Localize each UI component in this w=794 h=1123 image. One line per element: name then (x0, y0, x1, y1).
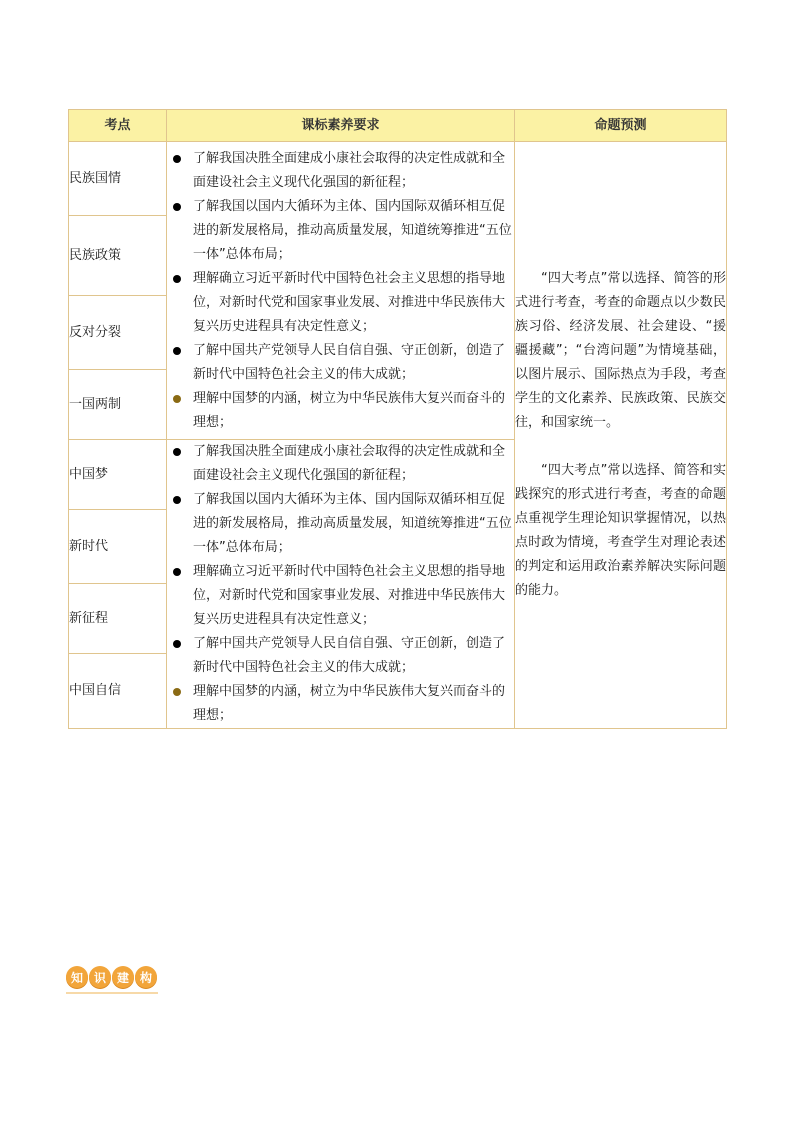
exam-points-table (68, 109, 727, 729)
topic-cell: 民族政策 (69, 216, 167, 296)
list-item: 理解中国梦的内涵，树立为中华民族伟大复兴而奋斗的理想； (167, 680, 514, 728)
badge-char: 构 (135, 966, 157, 988)
list-item: 理解确立习近平新时代中国特色社会主义思想的指导地位，对新时代党和国家事业发展、对推进中华民族伟大复兴历史进程具有决定性意义； (167, 267, 514, 339)
bullet-icon (173, 448, 181, 456)
bullet-icon (173, 496, 181, 504)
bullet-icon (173, 568, 181, 576)
list-item: 了解我国以国内大循环为主体、国内国际双循环相互促进的新发展格局，推动高质量发展，知道统筹推进“五位一体”总体布局； (167, 488, 514, 560)
list-item: 了解我国决胜全面建成小康社会取得的决定性成就和全面建设社会主义现代化强国的新征程； (167, 147, 514, 195)
prediction-cell (515, 142, 727, 729)
list-item: 了解我国决胜全面建成小康社会取得的决定性成就和全面建设社会主义现代化强国的新征程； (167, 440, 514, 488)
bullet-icon (173, 203, 181, 211)
badge-char: 建 (112, 966, 134, 988)
badge-underline (66, 992, 158, 994)
badge-char: 识 (89, 966, 111, 988)
topic-cell: 新征程 (69, 584, 167, 654)
topic-cell: 中国梦 (69, 440, 167, 510)
list-item: 了解我国以国内大循环为主体、国内国际双循环相互促进的新发展格局，推动高质量发展，知道统筹推进“五位一体”总体布局； (167, 195, 514, 267)
table-row (69, 142, 727, 216)
requirements-list (167, 440, 514, 728)
prediction-paragraph: “四大考点”常以选择、简答的形式进行考查，考查的命题点以少数民族习俗、经济发展、社会建设、“援疆援藏”；“台湾问题”为情境基础，以图片展示、国际热点为手段，考查学生的文化素养、民族政策、民族交往，和国家统一。 (515, 271, 726, 430)
topic-cell: 反对分裂 (69, 296, 167, 370)
topic-cell: 中国自信 (69, 654, 167, 729)
topic-cell: 民族国情 (69, 142, 167, 216)
table-header-row (69, 110, 727, 142)
bullet-icon (173, 395, 181, 403)
header-topic: 考点 (69, 110, 167, 142)
knowledge-structure-badge (66, 966, 157, 988)
bullet-icon (173, 275, 181, 283)
list-item: 理解中国梦的内涵，树立为中华民族伟大复兴而奋斗的理想； (167, 387, 514, 435)
topic-cell: 新时代 (69, 510, 167, 584)
header-prediction: 命题预测 (515, 110, 727, 142)
bullet-icon (173, 347, 181, 355)
prediction-paragraph: “四大考点”常以选择、简答和实践探究的形式进行考查，考查的命题点重视学生理论知识掌握情况，以热点时政为情境，考查学生对理论表述的判定和运用政治素养解决实际问题的能力。 (515, 463, 726, 598)
requirements-list (167, 147, 514, 435)
badge-char: 知 (66, 966, 88, 988)
requirements-cell-2 (167, 440, 515, 729)
list-item: 了解中国共产党领导人民自信自强、守正创新，创造了新时代中国特色社会主义的伟大成就； (167, 339, 514, 387)
bullet-icon (173, 640, 181, 648)
bullet-icon (173, 688, 181, 696)
list-item: 理解确立习近平新时代中国特色社会主义思想的指导地位，对新时代党和国家事业发展、对推进中华民族伟大复兴历史进程具有决定性意义； (167, 560, 514, 632)
requirements-cell-1 (167, 142, 515, 440)
header-requirements: 课标素养要求 (167, 110, 515, 142)
topic-cell: 一国两制 (69, 370, 167, 440)
bullet-icon (173, 155, 181, 163)
list-item: 了解中国共产党领导人民自信自强、守正创新，创造了新时代中国特色社会主义的伟大成就； (167, 632, 514, 680)
